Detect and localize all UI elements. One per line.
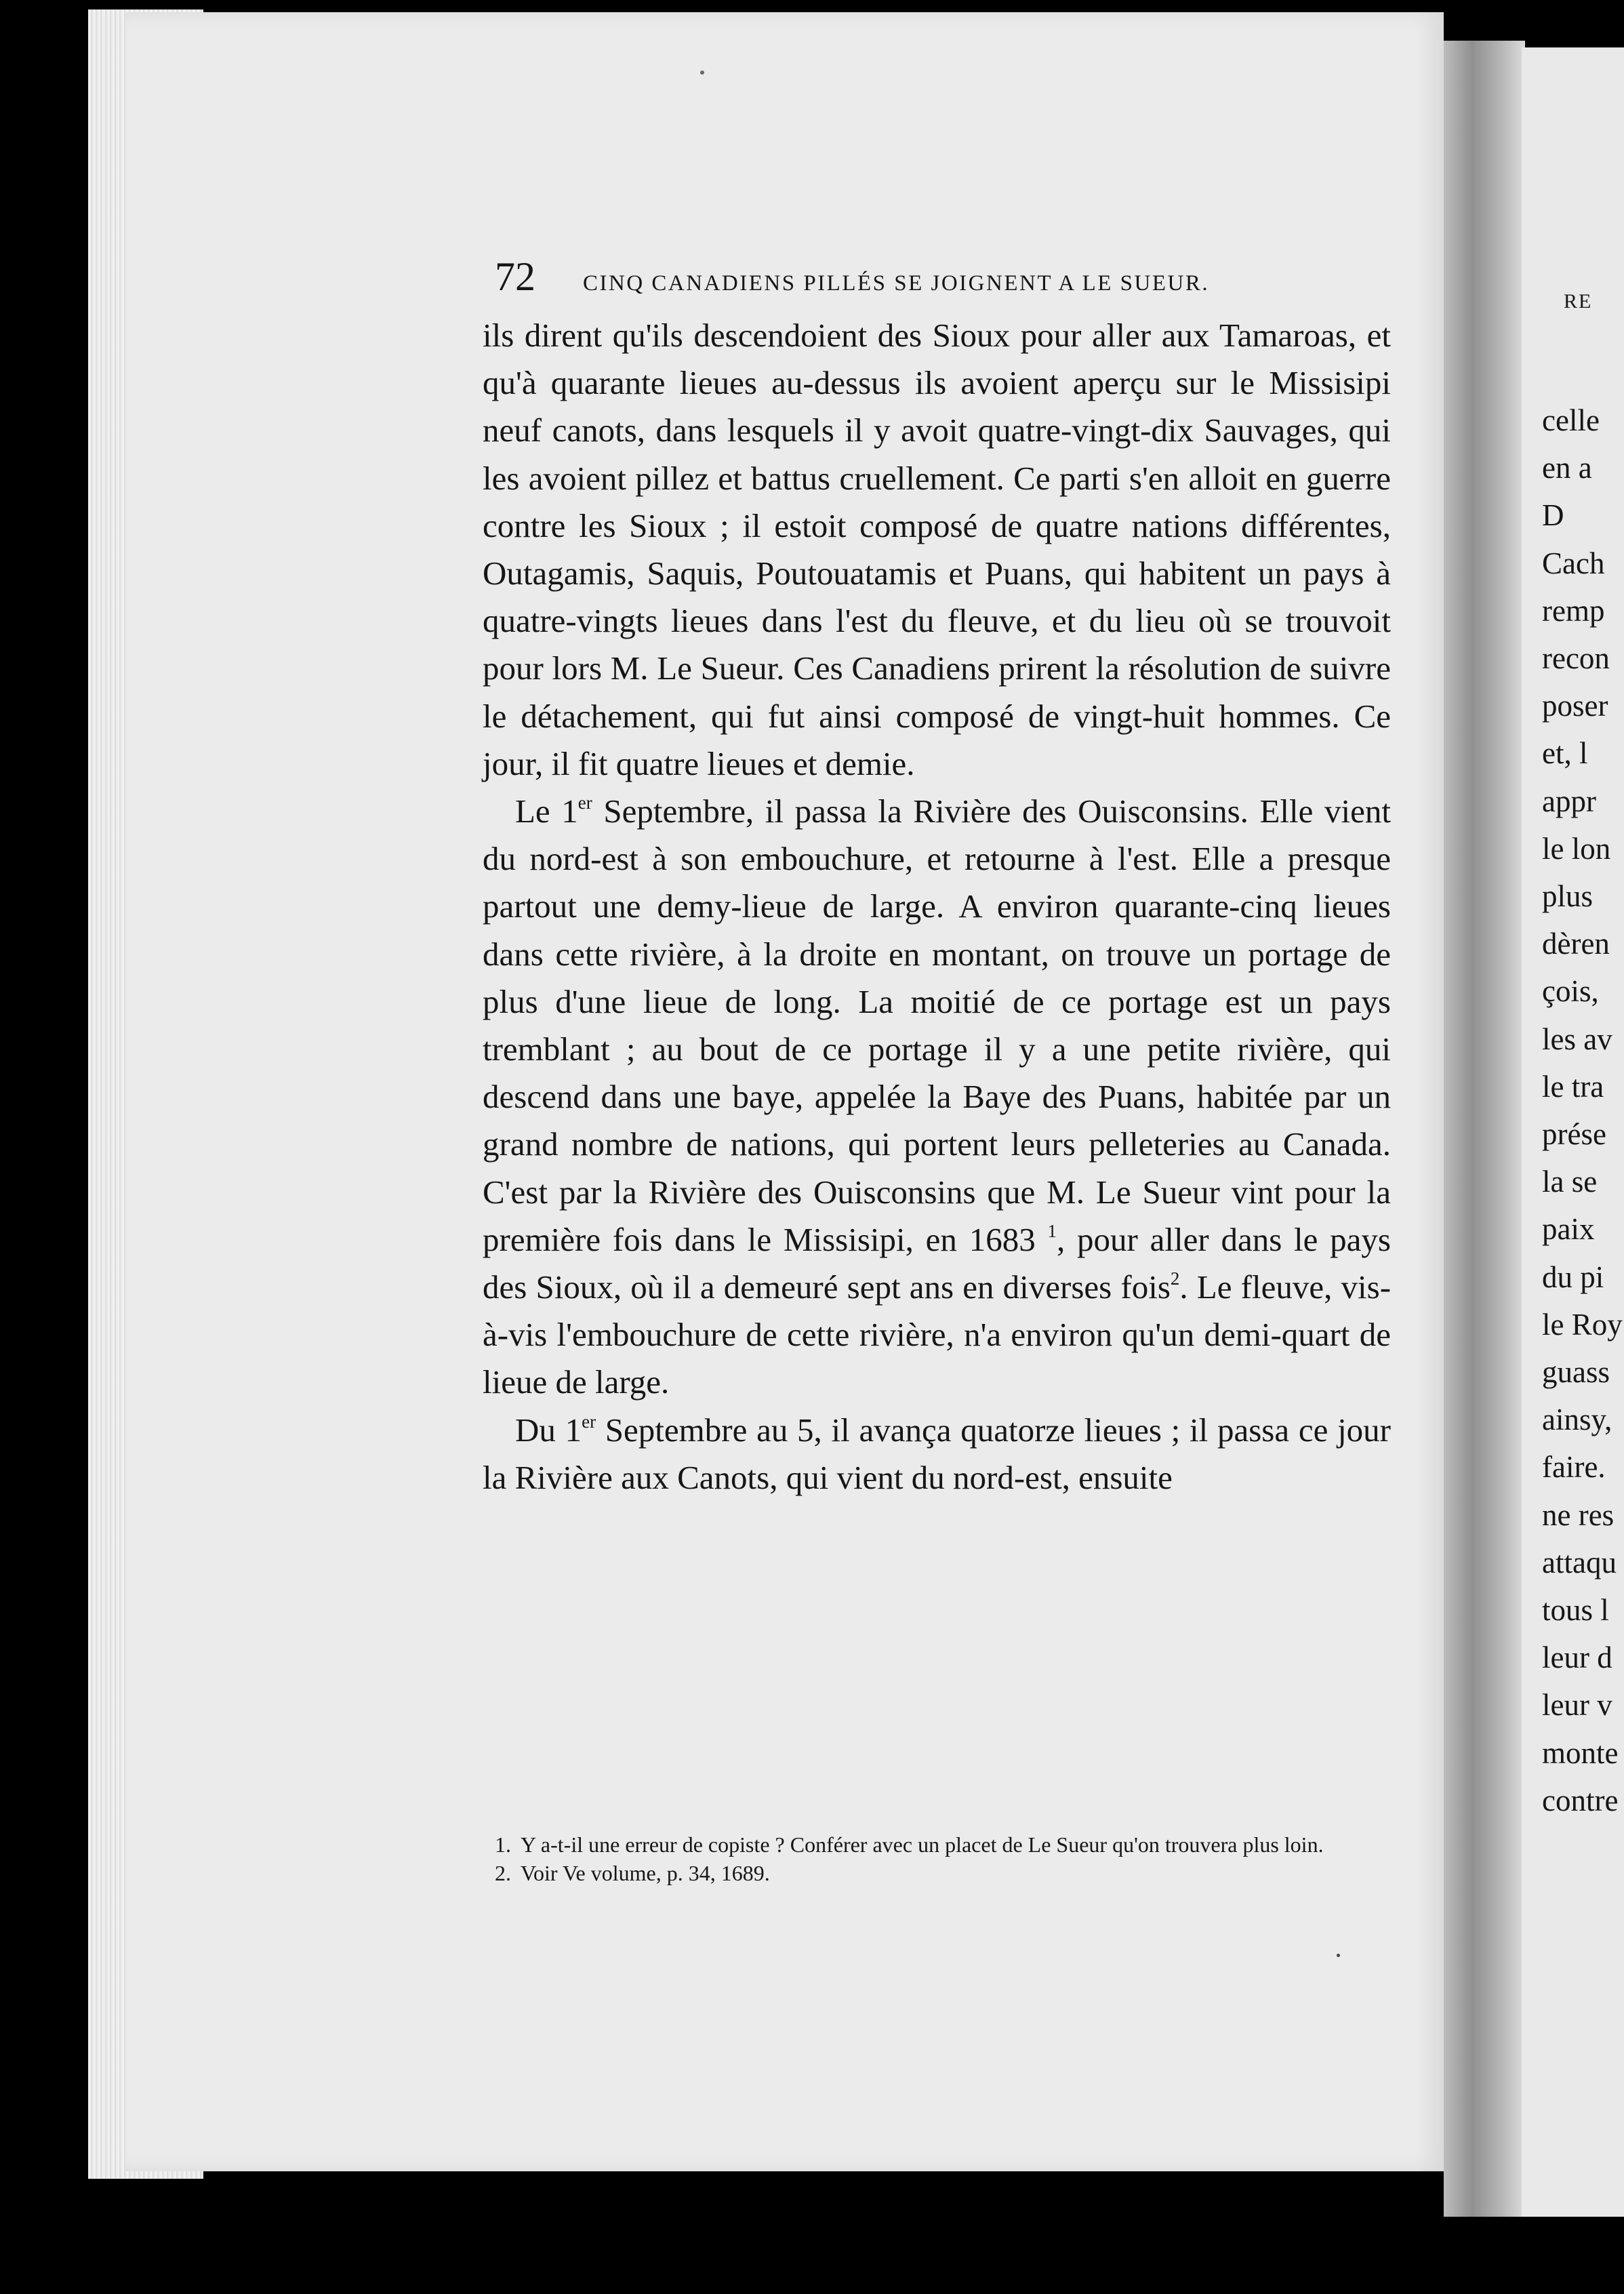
facing-page-lines [1542, 397, 1623, 1824]
facing-page-line: çois, [1542, 974, 1599, 1009]
facing-page-line: remp [1542, 593, 1605, 628]
footnote-ref-1: 1 [1047, 1220, 1057, 1241]
footnote-2 [453, 1859, 1358, 1887]
facing-page-line: D [1542, 498, 1564, 533]
paragraph-2-start: Le 1 [515, 792, 578, 830]
footnote-text: Y a-t-il une erreur de copiste ? Conférer avec un placet de Le Sueur qu'on trouvera plus loin. [521, 1832, 1324, 1857]
facing-page-line: leur v [1542, 1688, 1612, 1723]
facing-page-line: le tra [1542, 1069, 1604, 1104]
facing-page-line: poser [1542, 689, 1608, 723]
facing-page-line: guass [1542, 1355, 1610, 1390]
facing-page-line: faire. [1542, 1450, 1606, 1485]
footnote-ref-2: 2 [1170, 1268, 1180, 1289]
paper-speck [700, 71, 704, 75]
facing-page-line: les av [1542, 1022, 1612, 1056]
footnote-number: 1. [495, 1832, 511, 1857]
paragraph-3-text: Septembre au 5, il avança quatorze lieues ; il passa ce jour la Rivière aux Canots, qui vient du nord-est, ensuite [483, 1411, 1391, 1496]
facing-page-line: en a [1542, 451, 1592, 485]
facing-page-line: leur d [1542, 1641, 1612, 1675]
facing-page-line: prése [1542, 1117, 1606, 1152]
paragraph-2-end: . Le fleuve, vis-à-vis l'embouchure de cette rivière, n'a environ qu'un demi-quart de lieue de large. [483, 1268, 1392, 1401]
facing-page-line: monte [1542, 1735, 1619, 1770]
facing-page-line: attaqu [1542, 1545, 1617, 1579]
facing-page-line: du pi [1542, 1260, 1604, 1294]
facing-page-line: ainsy, [1542, 1403, 1612, 1437]
footnote-1 [453, 1830, 1358, 1859]
facing-page-line: dèren [1542, 927, 1610, 961]
paragraph-2-middle: , pour aller dans le pays des Sioux, où il a demeuré sept ans en diverses fois [483, 1220, 1392, 1306]
footnote-number: 2. [495, 1861, 511, 1885]
facing-page-line: et, l [1542, 736, 1588, 771]
facing-page-line: plus [1542, 879, 1593, 914]
facing-page-line: paix [1542, 1212, 1595, 1247]
facing-page-line: le lon [1542, 831, 1611, 866]
facing-page-line: appr [1542, 784, 1596, 818]
book-gutter [1444, 41, 1525, 2217]
ordinal-superscript: er [577, 792, 592, 813]
facing-page-line: recon [1542, 641, 1610, 676]
paragraph-2 [483, 788, 1391, 1407]
footnotes [453, 1830, 1358, 1887]
footnote-text: Voir Ve volume, p. 34, 1689. [521, 1861, 770, 1885]
page-number: 72 [495, 254, 535, 299]
facing-page [1522, 47, 1624, 2217]
page-header [495, 254, 1301, 299]
facing-page-header: RE [1564, 290, 1593, 313]
paragraph-3 [483, 1407, 1391, 1502]
paper-speck [1337, 1954, 1340, 1957]
facing-page-line: contre [1542, 1783, 1619, 1817]
ordinal-superscript: er [582, 1411, 596, 1432]
paragraph-2-text: Septembre, il passa la Rivière des Ouisconsins. Elle vient du nord-est à son embouchure, et retourne à l'est. Elle a presque partout une demy-lieue de large. A environ quarante-cinq lieues dans cette rivière, à la droite en montant, on trouve un portage de plus d'une lieue de long. La moitié de ce portage est un pays tremblant ; au bout de ce portage il y a une petite rivière, qui descend dans une baye, appelée la Baye des Puans, habitée par un grand nombre de nations, qui portent leurs pelleteries au Canada. C'est par la Rivière des Ouisconsins que M. Le Sueur vint pour la première fois dans le Missisipi, en 1683 [483, 792, 1391, 1258]
facing-page-line: celle [1542, 403, 1600, 437]
facing-page-line: tous l [1542, 1593, 1609, 1628]
body-text [483, 312, 1391, 1502]
running-title: CINQ CANADIENS PILLÉS SE JOIGNENT A LE SUEUR. [583, 271, 1210, 296]
paragraph-3-start: Du 1 [515, 1411, 582, 1449]
facing-page-line: le Roy [1542, 1307, 1623, 1342]
paragraph-1: ils dirent qu'ils descendoient des Sioux pour aller aux Tamaroas, et qu'à quarante lieues au-dessus ils avoient aperçu sur le Missisipi neuf canots, dans lesquels il y avoit quatre-vingt-dix Sauvages, qui les avoient pillez et battus cruellement. Ce parti s'en alloit en guerre contre les Sioux ; il estoit composé de quatre nations différentes, Outagamis, Saquis, Poutouatamis et Puans, qui habitent un pays à quatre-vingts lieues dans l'est du fleuve, et du lieu où se trouvoit pour lors M. Le Sueur. Ces Canadiens prirent la résolution de suivre le détachement, qui fut ainsi composé de vingt-huit hommes. Ce jour, il fit quatre lieues et demie. [483, 317, 1391, 782]
facing-page-line: la se [1542, 1165, 1598, 1199]
facing-page-line: ne res [1542, 1497, 1615, 1532]
facing-page-line: Cach [1542, 546, 1605, 580]
